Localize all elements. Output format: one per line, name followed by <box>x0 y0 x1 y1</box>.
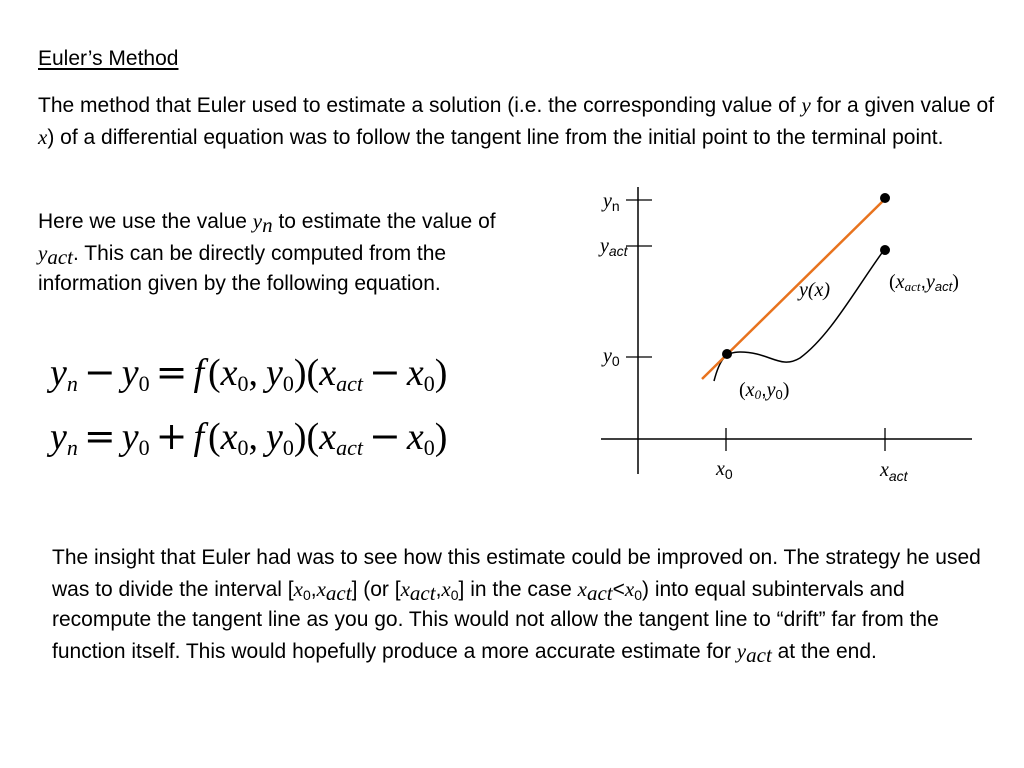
eq-comma: , <box>248 416 259 458</box>
text: ] (or [ <box>351 577 401 601</box>
eq-sub: 0 <box>237 371 249 396</box>
label-start-point: (x0,y0) <box>739 379 790 402</box>
eq-sub: act <box>336 435 363 460</box>
text: < <box>612 577 625 601</box>
sub: 0 <box>450 586 459 603</box>
sub: act <box>325 580 352 605</box>
actual-point <box>880 245 890 255</box>
eq-var: y <box>50 416 67 458</box>
eq-sub: 0 <box>282 371 294 396</box>
var-x: x <box>441 576 451 601</box>
label-yact: $y_{act}$ <box>600 235 628 259</box>
label-yn: $y_n$ <box>603 190 620 214</box>
page-title: Euler’s Method <box>38 47 179 70</box>
eq-equals: = <box>83 414 116 458</box>
eq-var: y <box>266 352 283 394</box>
estimate-point <box>880 193 890 203</box>
sub: act <box>409 580 436 605</box>
var-x: x <box>38 124 48 149</box>
eq-sub: 0 <box>138 435 150 460</box>
eq-plus: + <box>155 414 188 458</box>
var-y: y <box>801 93 811 117</box>
label-xact: $x_{act}$ <box>880 459 908 484</box>
insight-paragraph <box>52 543 982 667</box>
text: , <box>435 577 442 601</box>
var-x: x <box>400 576 410 601</box>
text: . This can be directly computed from the information given by the following equation. <box>38 241 447 295</box>
eq-func: f <box>193 416 204 458</box>
var-yact: y <box>38 240 48 265</box>
eq-paren: ( <box>208 352 221 394</box>
eq-func: f <box>193 352 204 394</box>
eq-minus: − <box>83 350 116 394</box>
curve-label: y(x) <box>799 279 831 301</box>
sub: 0 <box>634 586 642 603</box>
eq-minus: − <box>368 350 401 394</box>
var-x: x <box>577 576 587 601</box>
text: The insight that Euler had was to see how this estimate could be improved on. The strategy he used was to divide the interval [ <box>52 546 981 601</box>
var-x: x <box>316 576 326 601</box>
eq-var: x <box>406 352 424 394</box>
eq-var: y <box>50 352 67 394</box>
var-yn: y <box>252 209 263 233</box>
eq-paren: ) <box>434 352 448 394</box>
text: ) of a differential equation was to follow the tangent line from the initial point to the terminal point. <box>47 125 944 149</box>
text: at the end. <box>771 639 877 663</box>
text: Here we use the value <box>38 210 253 233</box>
eq-sub: 0 <box>282 435 294 460</box>
eq-sub: 0 <box>237 435 249 460</box>
sub: act <box>746 642 772 667</box>
eq-equals: = <box>155 350 188 394</box>
eq-sub: act <box>336 371 363 396</box>
eq-var: x <box>406 416 424 458</box>
text: to estimate the value of <box>272 210 496 233</box>
eq-comma: , <box>248 352 259 394</box>
eq-paren: )( <box>293 352 320 394</box>
text: , <box>310 577 317 601</box>
eq-sub: 0 <box>138 371 150 396</box>
solution-curve <box>714 250 884 381</box>
eq-sub: 0 <box>423 435 435 460</box>
eq-var: y <box>121 352 139 394</box>
eq-var: x <box>319 416 337 458</box>
eq-sub: 0 <box>423 371 435 396</box>
eq-sub: n <box>66 371 78 396</box>
eq-paren: ) <box>434 416 448 458</box>
label-x0: $x_0$ <box>716 458 733 482</box>
sub: act <box>586 580 613 605</box>
eq-sub: n <box>66 435 78 460</box>
eq-var: x <box>220 416 238 458</box>
sub: 0 <box>302 586 311 603</box>
text: The method that Euler used to estimate a solution (i.e. the corresponding value of <box>38 94 802 117</box>
eq-var: x <box>319 352 337 394</box>
eq-paren: ( <box>208 416 221 458</box>
sub-act: act <box>47 244 73 269</box>
start-point <box>722 349 732 359</box>
sub-n: n <box>262 213 273 237</box>
var-y: y <box>736 638 747 663</box>
eq-minus: − <box>368 414 401 458</box>
eq-var: y <box>266 416 283 458</box>
text: for a given value of <box>810 94 995 117</box>
eq-var: x <box>220 352 238 394</box>
var-x: x <box>624 576 635 601</box>
label-y0: $y_0$ <box>603 345 620 369</box>
label-end-point: (xact,yact) <box>889 271 959 294</box>
eq-var: y <box>121 416 139 458</box>
eq-paren: )( <box>293 416 320 458</box>
text: ] in the case <box>458 577 578 601</box>
var-x: x <box>293 576 303 601</box>
text: ) into equal subintervals and recompute the tangent line as you go. This would not allow the tangent line to “drift” far from the function itself. This would hopefully produce a more accurate estimate for <box>52 577 939 663</box>
